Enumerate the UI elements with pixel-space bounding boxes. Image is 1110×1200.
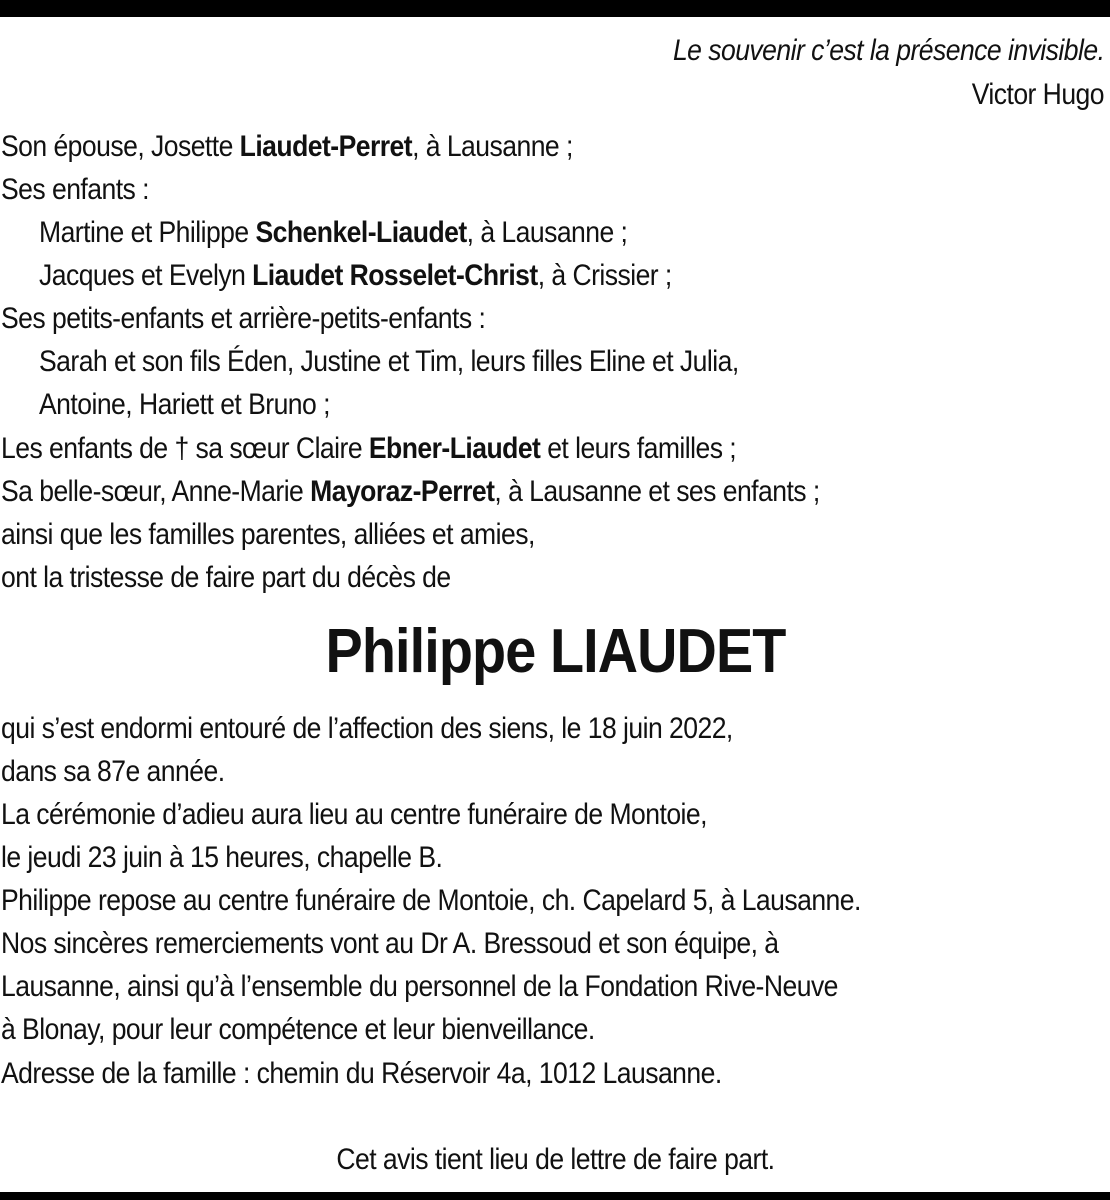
closing-text: Cet avis tient lieu de lettre de faire part. xyxy=(335,1143,775,1176)
details-line-2: dans sa 87e année. xyxy=(1,755,225,788)
child-line-2 xyxy=(39,258,672,294)
child-1-prefix: Martine et Philippe xyxy=(39,216,256,249)
details-line-8: à Blonay, pour leur compétence et leur bienveillance. xyxy=(1,1013,595,1046)
details-line-3: La cérémonie d’adieu aura lieu au centre funéraire de Montoie, xyxy=(1,798,707,831)
sister-in-law-prefix: Sa belle-sœur, Anne-Marie xyxy=(1,475,311,508)
details-line-6: Nos sincères remerciements vont au Dr A. Bressoud et son équipe, à xyxy=(1,927,779,960)
spouse-prefix: Son épouse, Josette xyxy=(1,130,240,163)
closing-statement xyxy=(0,1142,1110,1178)
sister-in-law-surname: Mayoraz-Perret xyxy=(310,475,495,508)
child-2-prefix: Jacques et Evelyn xyxy=(39,259,253,292)
epigraph-author: Victor Hugo xyxy=(971,78,1104,111)
epigraph-quote: Le souvenir c’est la présence invisible. xyxy=(672,34,1104,67)
children-heading: Ses enfants : xyxy=(1,173,149,206)
grandchildren-heading: Ses petits-enfants et arrière-petits-enfants : xyxy=(1,302,486,335)
spouse-suffix: , à Lausanne ; xyxy=(412,130,573,163)
details-line-5: Philippe repose au centre funéraire de Montoie, ch. Capelard 5, à Lausanne. xyxy=(1,884,861,917)
details-line-1: qui s’est endormi entouré de l’affection des siens, le 18 juin 2022, xyxy=(1,712,733,745)
sister-in-law-line xyxy=(1,474,820,510)
sister-surname: Ebner-Liaudet xyxy=(368,432,541,465)
spouse-surname: Liaudet-Perret xyxy=(239,130,413,163)
sister-suffix: et leurs familles ; xyxy=(540,432,737,465)
child-1-surname: Schenkel-Liaudet xyxy=(255,216,467,249)
details-line-7: Lausanne, ainsi qu’à l’ensemble du personnel de la Fondation Rive-Neuve xyxy=(1,970,838,1003)
sister-line xyxy=(1,431,736,467)
child-line-1 xyxy=(39,215,627,251)
details-line-9: Adresse de la famille : chemin du Réservoir 4a, 1012 Lausanne. xyxy=(1,1057,722,1090)
child-2-suffix: , à Crissier ; xyxy=(537,259,672,292)
deceased-name: Philippe LIAUDET xyxy=(325,617,785,686)
relatives-line: ainsi que les familles parentes, alliées et amies, xyxy=(1,518,535,551)
child-1-suffix: , à Lausanne ; xyxy=(466,216,628,249)
child-2-surname: Liaudet Rosselet-Christ xyxy=(252,259,538,292)
spouse-line xyxy=(1,129,573,165)
bottom-border-rule xyxy=(0,1192,1110,1200)
grandchildren-line-1: Sarah et son fils Éden, Justine et Tim, leurs filles Eline et Julia, xyxy=(39,345,739,378)
deceased-name-heading xyxy=(0,612,1110,692)
sister-in-law-suffix: , à Lausanne et ses enfants ; xyxy=(494,475,820,508)
sister-prefix: Les enfants de † sa sœur Claire xyxy=(1,432,369,465)
grandchildren-line-2: Antoine, Hariett et Bruno ; xyxy=(39,388,330,421)
announcement-line: ont la tristesse de faire part du décès de xyxy=(1,561,451,594)
details-line-4: le jeudi 23 juin à 15 heures, chapelle B. xyxy=(1,841,443,874)
